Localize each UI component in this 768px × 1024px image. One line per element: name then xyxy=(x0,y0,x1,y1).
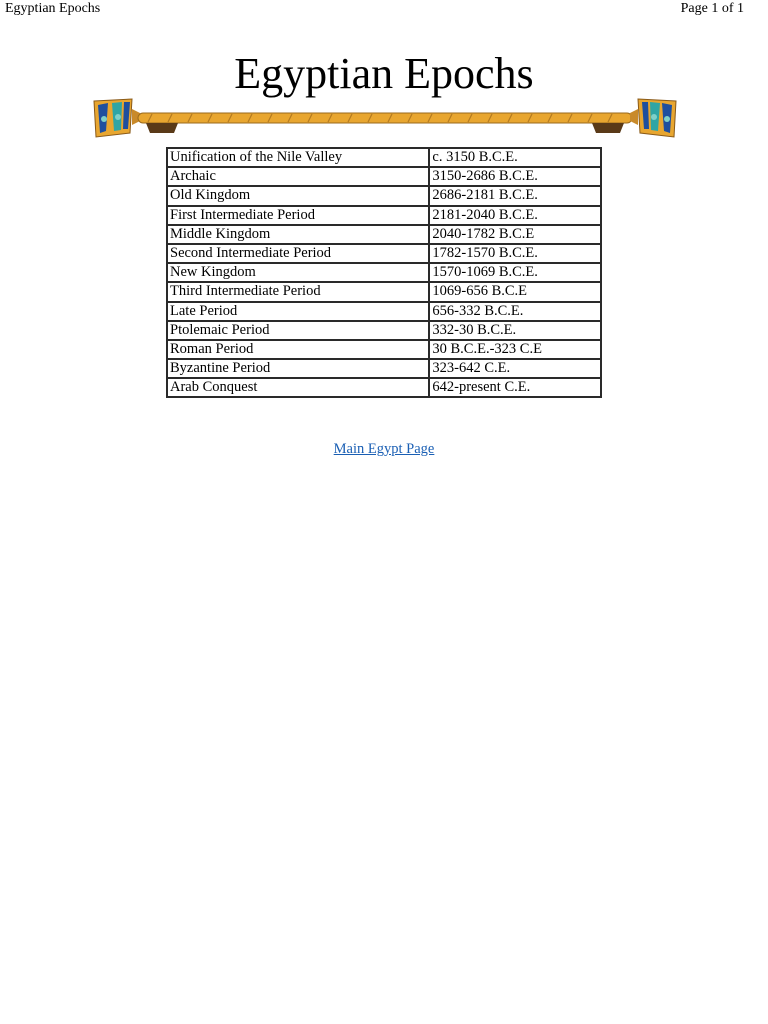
table-row xyxy=(167,206,601,225)
right-papyrus-flower-icon xyxy=(630,99,676,137)
table-row xyxy=(167,359,601,378)
table-row xyxy=(167,225,601,244)
epoch-dates-cell: c. 3150 B.C.E. xyxy=(429,148,601,167)
epoch-dates-cell: 30 B.C.E.-323 C.E xyxy=(429,340,601,359)
epoch-dates-cell: 2686-2181 B.C.E. xyxy=(429,186,601,205)
egyptian-epochs-table xyxy=(166,147,602,398)
epoch-period-cell: Ptolemaic Period xyxy=(167,321,429,340)
table-row xyxy=(167,263,601,282)
epoch-dates-cell: 2181-2040 B.C.E. xyxy=(429,206,601,225)
epoch-period-cell: First Intermediate Period xyxy=(167,206,429,225)
epoch-period-cell: Byzantine Period xyxy=(167,359,429,378)
epoch-dates-cell: 642-present C.E. xyxy=(429,378,601,397)
table-row xyxy=(167,302,601,321)
epoch-period-cell: Arab Conquest xyxy=(167,378,429,397)
left-papyrus-flower-icon xyxy=(94,99,140,137)
print-header-page-indicator: Page 1 of 1 xyxy=(680,1,744,16)
epoch-dates-cell: 3150-2686 B.C.E. xyxy=(429,167,601,186)
epoch-period-cell: Middle Kingdom xyxy=(167,225,429,244)
epoch-dates-cell: 656-332 B.C.E. xyxy=(429,302,601,321)
epochs-table-body xyxy=(167,148,601,397)
epoch-period-cell: Second Intermediate Period xyxy=(167,244,429,263)
epoch-dates-cell: 1782-1570 B.C.E. xyxy=(429,244,601,263)
table-row xyxy=(167,282,601,301)
epoch-dates-cell: 323-642 C.E. xyxy=(429,359,601,378)
print-header-title: Egyptian Epochs xyxy=(5,1,101,16)
epoch-period-cell: Late Period xyxy=(167,302,429,321)
link-container xyxy=(0,440,768,458)
page-title: Egyptian Epochs xyxy=(234,49,534,98)
epoch-dates-cell: 1069-656 B.C.E xyxy=(429,282,601,301)
epoch-period-cell: Third Intermediate Period xyxy=(167,282,429,301)
table-row xyxy=(167,321,601,340)
table-row xyxy=(167,186,601,205)
epoch-dates-cell: 332-30 B.C.E. xyxy=(429,321,601,340)
table-row xyxy=(167,167,601,186)
table-row xyxy=(167,378,601,397)
table-row xyxy=(167,148,601,167)
epoch-dates-cell: 2040-1782 B.C.E xyxy=(429,225,601,244)
epoch-period-cell: Old Kingdom xyxy=(167,186,429,205)
main-egypt-page-link[interactable]: Main Egypt Page xyxy=(333,441,435,457)
epoch-period-cell: New Kingdom xyxy=(167,263,429,282)
egyptian-papyrus-divider xyxy=(92,97,678,143)
table-row xyxy=(167,340,601,359)
epoch-period-cell: Roman Period xyxy=(167,340,429,359)
epoch-period-cell: Unification of the Nile Valley xyxy=(167,148,429,167)
epoch-dates-cell: 1570-1069 B.C.E. xyxy=(429,263,601,282)
table-row xyxy=(167,244,601,263)
epoch-period-cell: Archaic xyxy=(167,167,429,186)
